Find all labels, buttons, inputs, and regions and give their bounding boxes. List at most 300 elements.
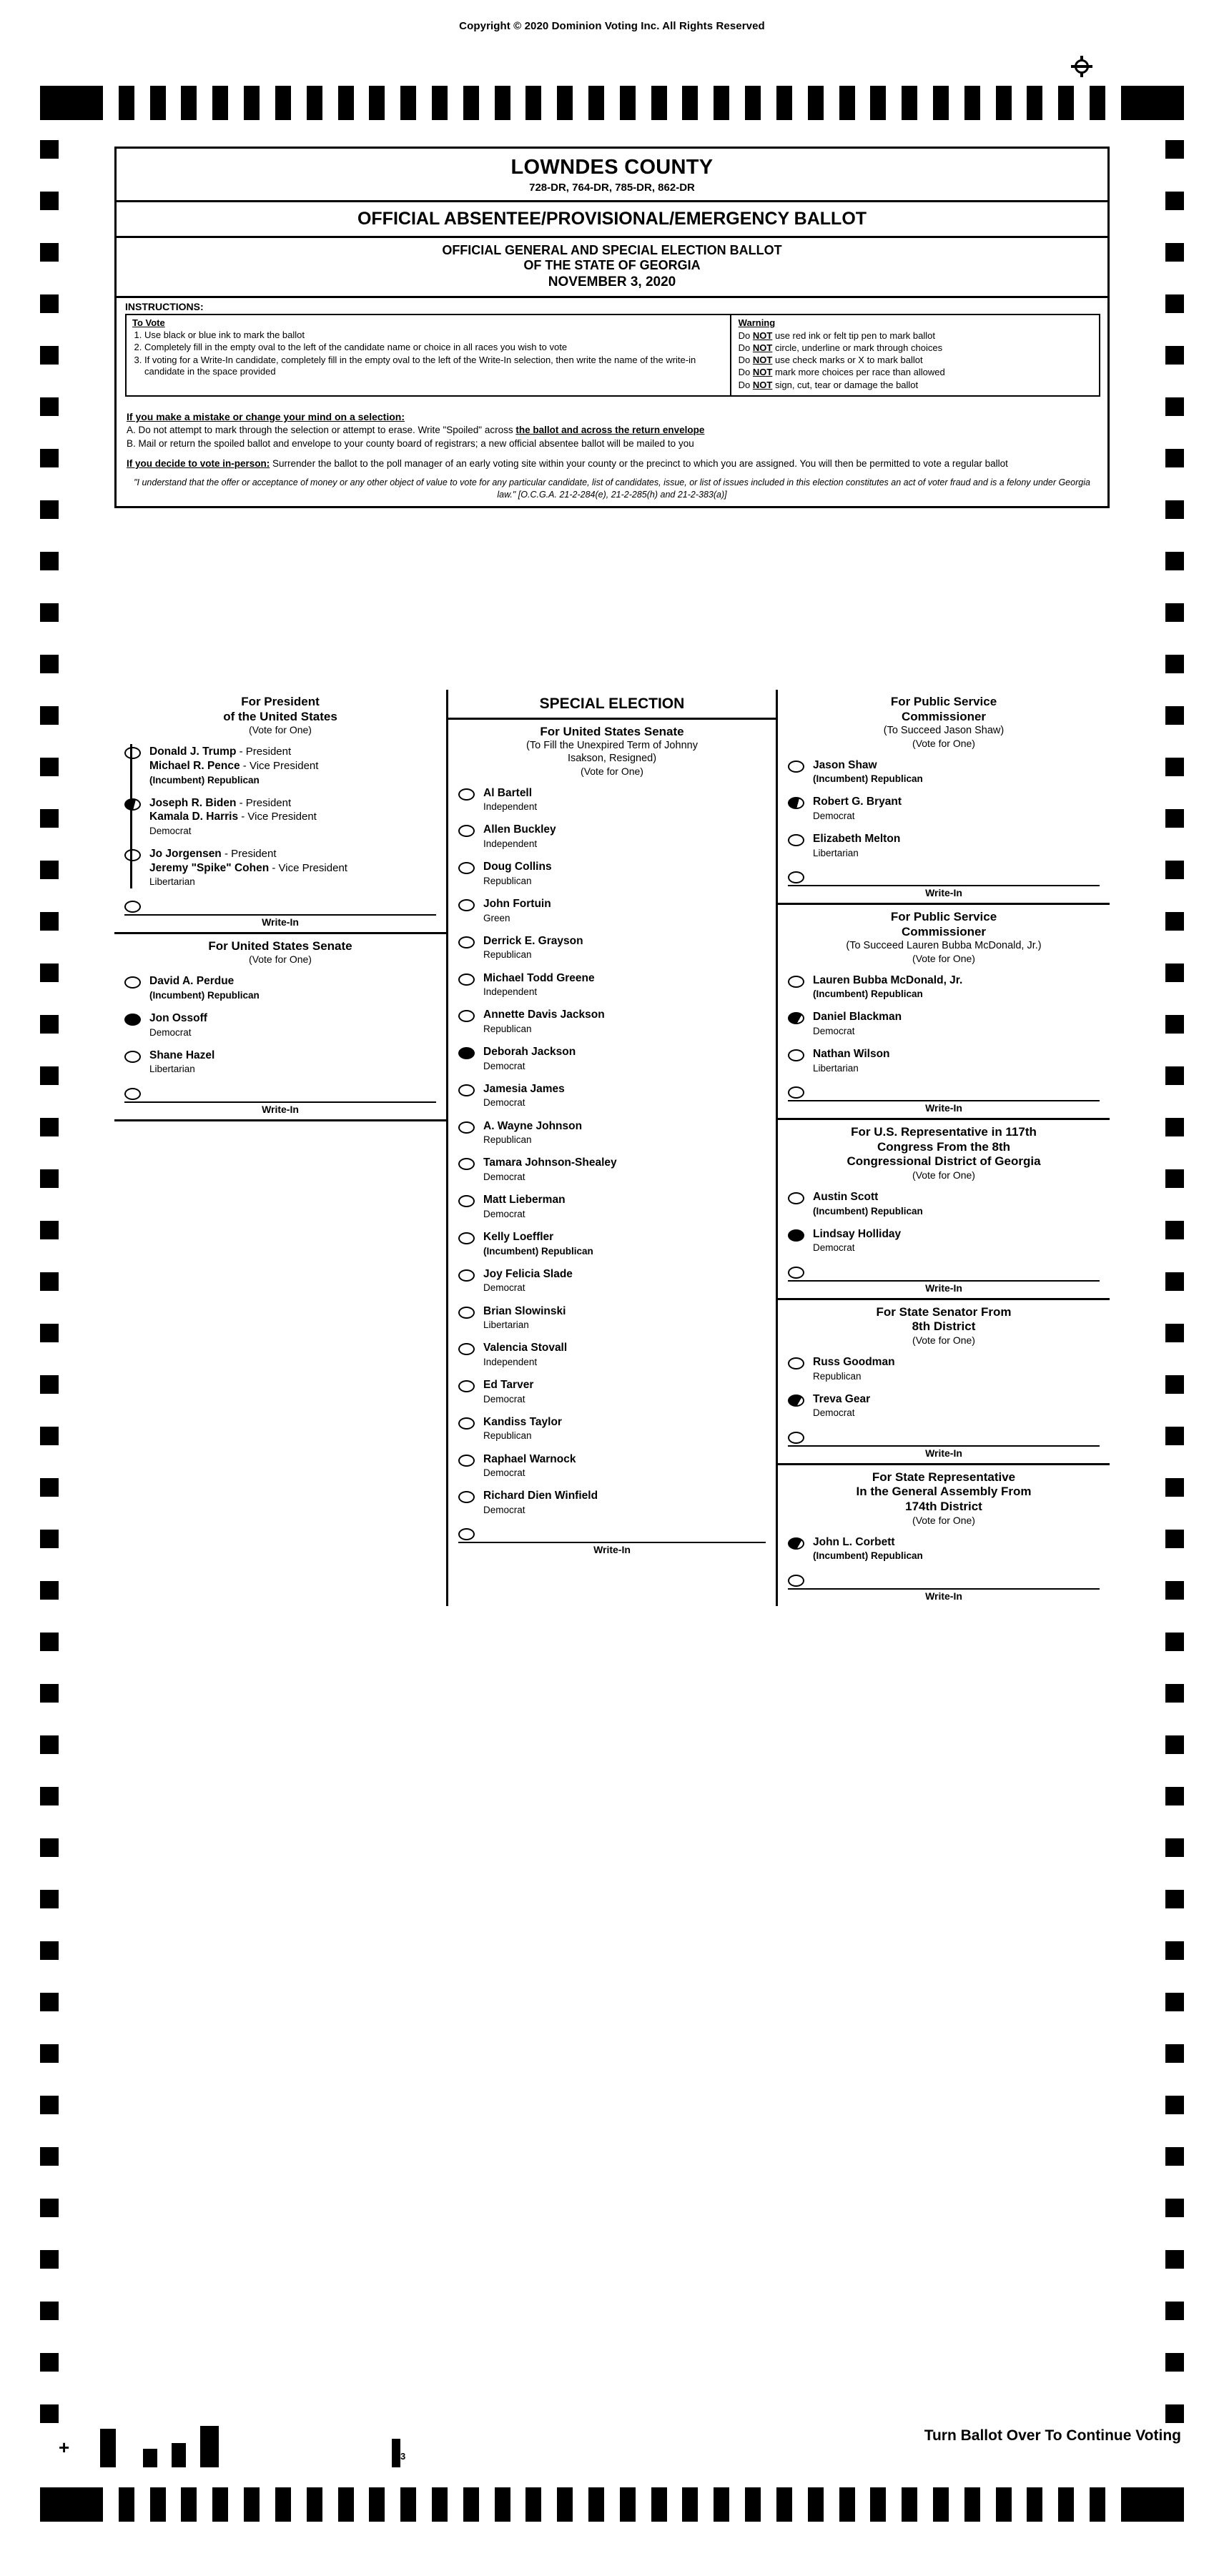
us-rep-writein-row[interactable] [778,1259,1110,1280]
choice-special-senate[interactable] [448,818,776,855]
timing-mark [369,86,385,120]
side-timing-mark [40,2044,59,2063]
choice-special-senate[interactable] [448,1410,776,1447]
ballot-type-title: OFFICIAL ABSENTEE/PROVISIONAL/EMERGENCY BALLOT [357,209,867,229]
side-timing-mark [40,346,59,365]
timing-mark [40,86,103,120]
running-mate-name: Jeremy "Spike" Cohen [149,861,270,874]
choice-psc-mcdonald[interactable] [778,969,1110,1006]
candidate-info [483,1304,566,1332]
contest-us-senate-votefor: (Vote for One) [249,953,312,966]
candidate-party: Republican [483,1023,532,1034]
side-timing-mark [1165,294,1184,313]
contest-special-election [448,690,776,1560]
running-mate-office: - Vice President [238,811,317,823]
side-timing-mark [40,397,59,416]
timing-mark [432,86,448,120]
timing-mark [651,86,667,120]
vote-oval-state-senator-1[interactable] [788,1394,804,1407]
side-timing-mark [1165,2302,1184,2320]
timing-mark [40,2487,103,2522]
timing-mark [525,86,541,120]
warning-box [730,314,1100,397]
candidate-party: Republican [483,875,532,886]
side-timing-mark [40,912,59,931]
side-timing-mark [40,1272,59,1291]
choice-special-senate[interactable] [448,1262,776,1299]
candidate-info [483,1156,617,1183]
candidate-party: Independent [483,1356,538,1367]
candidate-party: Democrat [813,1025,855,1036]
choice-special-senate[interactable] [448,855,776,892]
timing-mark [964,86,980,120]
candidate-name: A. Wayne Johnson [483,1119,583,1132]
candidate-name: Joy Felicia Slade [483,1267,573,1280]
instruction-step: 2. Completely fill in the empty oval to the left of the candidate name or choice in all races you wish to vote [144,342,724,353]
choice-special-senate[interactable] [448,1225,776,1262]
vote-oval-special-senate-5[interactable] [458,974,475,986]
contest-psc-shaw-header [778,690,1110,753]
vote-oval-us-senate-0[interactable] [124,976,141,989]
candidate-name: Robert G. Bryant [813,796,902,808]
side-timing-mark [1165,2096,1184,2114]
side-timing-mark [40,655,59,673]
side-timing-mark [1165,2147,1184,2166]
timing-marks-right [1165,140,1184,2456]
contest-president-votefor: (Vote for One) [249,724,312,736]
psc-mcdonald-writein-oval[interactable] [788,1086,804,1099]
choice-psc-mcdonald[interactable] [778,1005,1110,1042]
psc-shaw-writein-oval[interactable] [788,871,804,883]
choice-us-senate[interactable] [114,1006,446,1044]
contest-psc-mcdonald-title-2: Commissioner [901,924,987,938]
candidate-info [483,1045,576,1072]
timing-mark [776,86,792,120]
choice-state-rep[interactable] [778,1530,1110,1567]
vote-oval-special-senate-14[interactable] [458,1307,475,1319]
instructions-section [117,298,1107,404]
candidate-name: Russ Goodman [813,1356,895,1369]
choice-us-senate[interactable] [114,1044,446,1081]
psc-shaw-writein-row[interactable] [778,864,1110,885]
timing-mark [212,86,228,120]
candidate-party: Independent [483,986,538,998]
in-person-text: Surrender the ballot to the poll manager of an early voting site within your county or the precinct to which you are assigned. You will then be permitted to vote a regular ballot [272,457,1008,469]
timing-mark [495,2487,510,2522]
contest-special-header [448,720,776,781]
running-mate-name: Michael R. Pence [149,760,240,773]
timing-mark [1058,2487,1074,2522]
choice-special-senate[interactable] [448,966,776,1004]
choice-state-senator[interactable] [778,1387,1110,1425]
mistake-a-underlined: the ballot and across the return envelope [515,424,705,435]
candidate-party: Libertarian [149,1064,195,1075]
side-timing-mark [1165,655,1184,673]
side-timing-mark [1165,1993,1184,2011]
timing-mark [839,86,855,120]
choice-president[interactable] [114,842,446,893]
side-timing-mark [1165,1478,1184,1497]
running-mate-name: Kamala D. Harris [149,811,239,823]
candidate-info [813,1047,890,1074]
ballot-subtitle [117,238,1107,296]
timing-mark [620,2487,636,2522]
vote-oval-psc-mcdonald-1[interactable] [788,1012,804,1024]
us-rep-writein-oval[interactable] [788,1267,804,1279]
side-timing-mark [40,1941,59,1960]
candidate-info [483,934,583,961]
voter-attestation: "I understand that the offer or acceptance of money or any other object of value to vote for any particular candidate, list of candidates, issue, or list of issues included in this election constitutes an act of voter fraud and is a felony under Georgia law." [O.C.G.A. 21-2-284(e), 21-2-285(h) and 21-2-383(a)] [134,477,1090,500]
vote-oval-special-senate-4[interactable] [458,936,475,948]
contest-psc-shaw-title-1: For Public Service [890,695,997,708]
side-timing-mark [40,243,59,262]
side-timing-mark [40,1221,59,1239]
candidate-info [483,786,537,813]
side-timing-mark [40,1375,59,1394]
side-timing-mark [40,140,59,159]
timing-mark [150,2487,166,2522]
side-timing-mark [1165,912,1184,931]
timing-marks-bottom [40,2487,1184,2522]
vote-oval-special-senate-9[interactable] [458,1121,475,1134]
ballot-column-left [114,690,446,1606]
candidate-info [483,823,556,850]
vote-oval-state-rep-0[interactable] [788,1537,804,1550]
mistake-a-text: A. Do not attempt to mark through the selection or attempt to erase. Write "Spoiled" across [127,424,513,435]
vote-oval-special-senate-18[interactable] [458,1455,475,1467]
vote-oval-special-senate-10[interactable] [458,1158,475,1170]
candidate-name: Ed Tarver [483,1379,534,1392]
ballot-subtitle-line2: OF THE STATE OF GEORGIA [523,258,701,272]
vote-oval-special-senate-3[interactable] [458,899,475,911]
timing-mark [557,2487,573,2522]
candidate-name: John L. Corbett [813,1535,895,1548]
candidate-info [813,758,923,786]
candidate-name: Valencia Stovall [483,1342,568,1354]
choice-special-senate[interactable] [448,781,776,818]
contest-psc-shaw-title-2: Commissioner [901,709,987,723]
side-timing-mark [1165,1221,1184,1239]
choice-special-senate[interactable] [448,1336,776,1373]
timing-mark [150,86,166,120]
candidate-party: Libertarian [483,1319,529,1331]
timing-mark [275,86,291,120]
us-senate-writein-label: Write-In [262,1103,299,1115]
candidate-info [813,795,902,822]
timing-mark [933,2487,949,2522]
instructions-label: INSTRUCTIONS: [125,301,204,312]
candidate-info [813,1010,902,1037]
side-timing-mark [40,758,59,776]
candidate-party: (Incumbent) Republican [149,774,260,786]
timing-mark [870,86,886,120]
contest-psc-mcdonald-title-1: For Public Service [890,909,997,923]
us-senate-writein-oval[interactable] [124,1088,141,1100]
candidate-party: Libertarian [813,1062,859,1074]
candidate-party: Libertarian [813,847,859,858]
side-timing-mark [40,2199,59,2217]
vote-oval-special-senate-15[interactable] [458,1343,475,1355]
contest-special-title: For United States Senate [540,724,684,738]
contest-us-representative [778,1120,1110,1300]
vote-oval-us-senate-1[interactable] [124,1014,141,1026]
choice-psc-shaw[interactable] [778,827,1110,864]
choice-special-senate[interactable] [448,929,776,966]
choice-special-senate[interactable] [448,892,776,929]
us-senate-writein-row[interactable] [114,1081,446,1101]
vote-oval-special-senate-19[interactable] [458,1491,475,1503]
candidate-name: Deborah Jackson [483,1046,576,1059]
special-election-banner: SPECIAL ELECTION [539,695,685,712]
choice-special-senate[interactable] [448,1151,776,1188]
side-timing-mark [1165,1633,1184,1651]
candidate-info [483,1452,576,1480]
choice-special-senate[interactable] [448,1003,776,1040]
ballot-notes [117,404,1107,472]
contest-president-title-1: For President [241,695,320,708]
side-timing-mark [1165,1118,1184,1136]
choice-special-senate[interactable] [448,1484,776,1521]
vote-oval-psc-mcdonald-0[interactable] [788,976,804,988]
choice-president[interactable] [114,740,446,791]
choice-psc-shaw[interactable] [778,790,1110,827]
vote-oval-special-senate-6[interactable] [458,1010,475,1022]
vote-oval-special-senate-7[interactable] [458,1047,475,1059]
candidate-name: Kelly Loeffler [483,1230,554,1243]
vote-oval-special-senate-0[interactable] [458,788,475,801]
candidate-name: Jo Jorgensen [149,848,222,861]
candidate-party: Democrat [149,826,192,837]
contest-state-senator-title-2: 8th District [912,1319,976,1334]
candidate-name: Derrick E. Grayson [483,934,583,947]
candidate-name: Lauren Bubba McDonald, Jr. [813,974,963,986]
us-rep-writein-label: Write-In [925,1282,962,1294]
warning-item: Do NOT mark more choices per race than allowed [738,367,945,378]
side-timing-mark [40,1478,59,1497]
candidate-party: Democrat [483,1097,525,1109]
timing-mark [902,86,917,120]
president-pair-bracket [130,744,132,888]
choice-state-senator[interactable] [778,1350,1110,1387]
in-person-note [127,457,1097,470]
candidate-name: Jason Shaw [813,758,877,771]
vote-oval-special-senate-16[interactable] [458,1380,475,1392]
candidate-name: Al Bartell [483,786,533,799]
choice-special-senate[interactable] [448,1373,776,1410]
side-timing-mark [40,500,59,519]
side-timing-mark [40,1581,59,1600]
side-timing-mark [40,2096,59,2114]
psc-shaw-writein-label: Write-In [925,886,962,898]
candidate-party: Democrat [813,1407,855,1419]
choice-special-senate[interactable] [448,1114,776,1151]
side-timing-mark [1165,552,1184,570]
candidate-party: Republican [483,1430,532,1442]
side-timing-mark [1165,2044,1184,2063]
choice-president[interactable] [114,791,446,842]
to-vote-box [125,314,730,397]
ballot-column-middle [446,690,778,1606]
candidate-name: Jamesia James [483,1082,565,1095]
side-timing-mark [1165,243,1184,262]
choice-special-senate[interactable] [448,1447,776,1485]
choice-special-senate[interactable] [448,1077,776,1114]
candidate-party: Democrat [483,1060,525,1071]
contest-special-sub2: Isakson, Resigned) [567,753,657,765]
timing-marks-top [40,86,1184,120]
vote-oval-special-senate-1[interactable] [458,825,475,837]
special-writein-row[interactable] [448,1521,776,1542]
side-timing-mark [40,809,59,828]
ballot-subtitle-line1: OFFICIAL GENERAL AND SPECIAL ELECTION BALLOT [442,243,782,257]
candidate-info [149,745,318,786]
timing-mark [682,86,698,120]
vote-oval-special-senate-11[interactable] [458,1195,475,1207]
candidate-name: Austin Scott [813,1191,879,1204]
timing-mark [808,86,824,120]
side-timing-mark [1165,1169,1184,1188]
vote-oval-state-senator-0[interactable] [788,1357,804,1369]
contest-state-rep-title-3: 174th District [905,1500,982,1514]
vote-oval-us-senate-2[interactable] [124,1051,141,1063]
psc-mcdonald-writein-label: Write-In [925,1101,962,1114]
candidate-party: Green [483,912,510,923]
side-timing-mark [40,552,59,570]
footer-mark [143,2449,157,2467]
timing-mark [808,2487,824,2522]
vote-oval-special-senate-17[interactable] [458,1417,475,1430]
candidate-info [483,1341,567,1368]
instruction-step: 1. Use black or blue ink to mark the ballot [144,330,724,341]
candidate-info [813,1227,901,1254]
running-mate-office: - Vice President [269,861,347,874]
side-timing-mark [1165,140,1184,159]
choice-us-rep[interactable] [778,1222,1110,1259]
candidate-info [483,1008,605,1035]
side-timing-mark [40,1684,59,1703]
candidate-info [813,1392,870,1420]
vote-oval-us-rep-0[interactable] [788,1192,804,1204]
footer-mark [172,2443,186,2467]
contest-state-senator [778,1300,1110,1465]
choice-us-rep[interactable] [778,1185,1110,1222]
side-timing-mark [1165,1838,1184,1857]
mistake-a [127,424,1097,437]
choice-special-senate[interactable] [448,1299,776,1337]
president-writein-oval[interactable] [124,901,141,913]
timing-mark [119,86,134,120]
contest-state-senator-header [778,1300,1110,1350]
timing-mark [400,86,416,120]
contest-us-senate-title: For United States Senate [208,938,352,953]
side-timing-mark [1165,1890,1184,1908]
choice-special-senate[interactable] [448,1188,776,1225]
choice-us-senate[interactable] [114,969,446,1006]
side-timing-mark [40,2353,59,2372]
choice-psc-shaw[interactable] [778,753,1110,791]
state-senator-writein-row[interactable] [778,1425,1110,1445]
timing-mark [996,2487,1012,2522]
state-rep-writein-oval[interactable] [788,1575,804,1587]
county-name: LOWNDES COUNTY [510,156,714,179]
timing-mark [369,2487,385,2522]
candidate-party: Republican [483,949,532,961]
candidate-name: Kandiss Taylor [483,1415,562,1428]
vote-oval-president-0[interactable] [124,747,141,759]
timing-mark [588,86,604,120]
side-timing-mark [1165,809,1184,828]
vote-oval-president-1[interactable] [124,798,141,811]
vote-oval-us-rep-1[interactable] [788,1229,804,1242]
vote-oval-special-senate-2[interactable] [458,862,475,874]
vote-oval-special-senate-13[interactable] [458,1269,475,1282]
candidate-name: Elizabeth Melton [813,833,901,846]
contest-state-rep-title-2: In the General Assembly From [856,1485,1032,1499]
state-senator-writein-oval[interactable] [788,1432,804,1444]
vote-oval-special-senate-8[interactable] [458,1084,475,1096]
candidate-name: Tamara Johnson-Shealey [483,1156,617,1169]
vote-oval-psc-shaw-1[interactable] [788,797,804,809]
vote-oval-psc-shaw-0[interactable] [788,761,804,773]
state-rep-writein-row[interactable] [778,1567,1110,1588]
side-timing-mark [1165,1581,1184,1600]
president-writein-row[interactable] [114,893,446,914]
timing-mark [776,2487,792,2522]
candidate-name: Richard Dien Winfield [483,1490,598,1502]
footer-page-number: 3 [400,2451,406,2462]
timing-mark [964,2487,980,2522]
candidate-office: - President [236,796,292,809]
contest-president-title-2: of the United States [223,709,337,723]
timing-mark [1027,86,1042,120]
timing-mark [212,2487,228,2522]
timing-mark [181,2487,197,2522]
timing-mark [588,2487,604,2522]
contest-psc-mcdonald-sub: (To Succeed Lauren Bubba McDonald, Jr.) [846,940,1042,952]
candidate-office: - President [236,745,292,758]
candidate-info [813,832,900,859]
candidate-name: Treva Gear [813,1392,871,1405]
special-election-banner-wrap [448,690,776,718]
contest-us-senate-header [114,934,446,970]
side-timing-mark [1165,2199,1184,2217]
vote-oval-president-2[interactable] [124,849,141,861]
in-person-heading: If you decide to vote in-person: [127,457,270,469]
vote-oval-psc-shaw-2[interactable] [788,834,804,846]
candidate-info [483,1378,533,1405]
candidate-party: (Incumbent) Republican [483,1245,593,1257]
special-writein-oval[interactable] [458,1528,475,1540]
candidate-party: Republican [813,1370,862,1382]
choice-psc-mcdonald[interactable] [778,1042,1110,1079]
vote-oval-special-senate-12[interactable] [458,1232,475,1244]
footer-plus-mark: + [59,2437,70,2458]
vote-oval-psc-mcdonald-2[interactable] [788,1049,804,1061]
candidate-party: Independent [483,838,538,849]
psc-mcdonald-writein-row[interactable] [778,1079,1110,1100]
timing-mark [870,2487,886,2522]
candidate-party: Republican [483,1134,532,1146]
side-timing-mark [40,1427,59,1445]
ballot-header [114,147,1110,508]
timing-mark [1121,2487,1184,2522]
timing-mark [1027,2487,1042,2522]
choice-special-senate[interactable] [448,1040,776,1077]
candidate-name: Nathan Wilson [813,1048,890,1061]
registration-crosshair-icon [1071,56,1092,77]
side-timing-mark [40,1838,59,1857]
side-timing-mark [1165,1941,1184,1960]
